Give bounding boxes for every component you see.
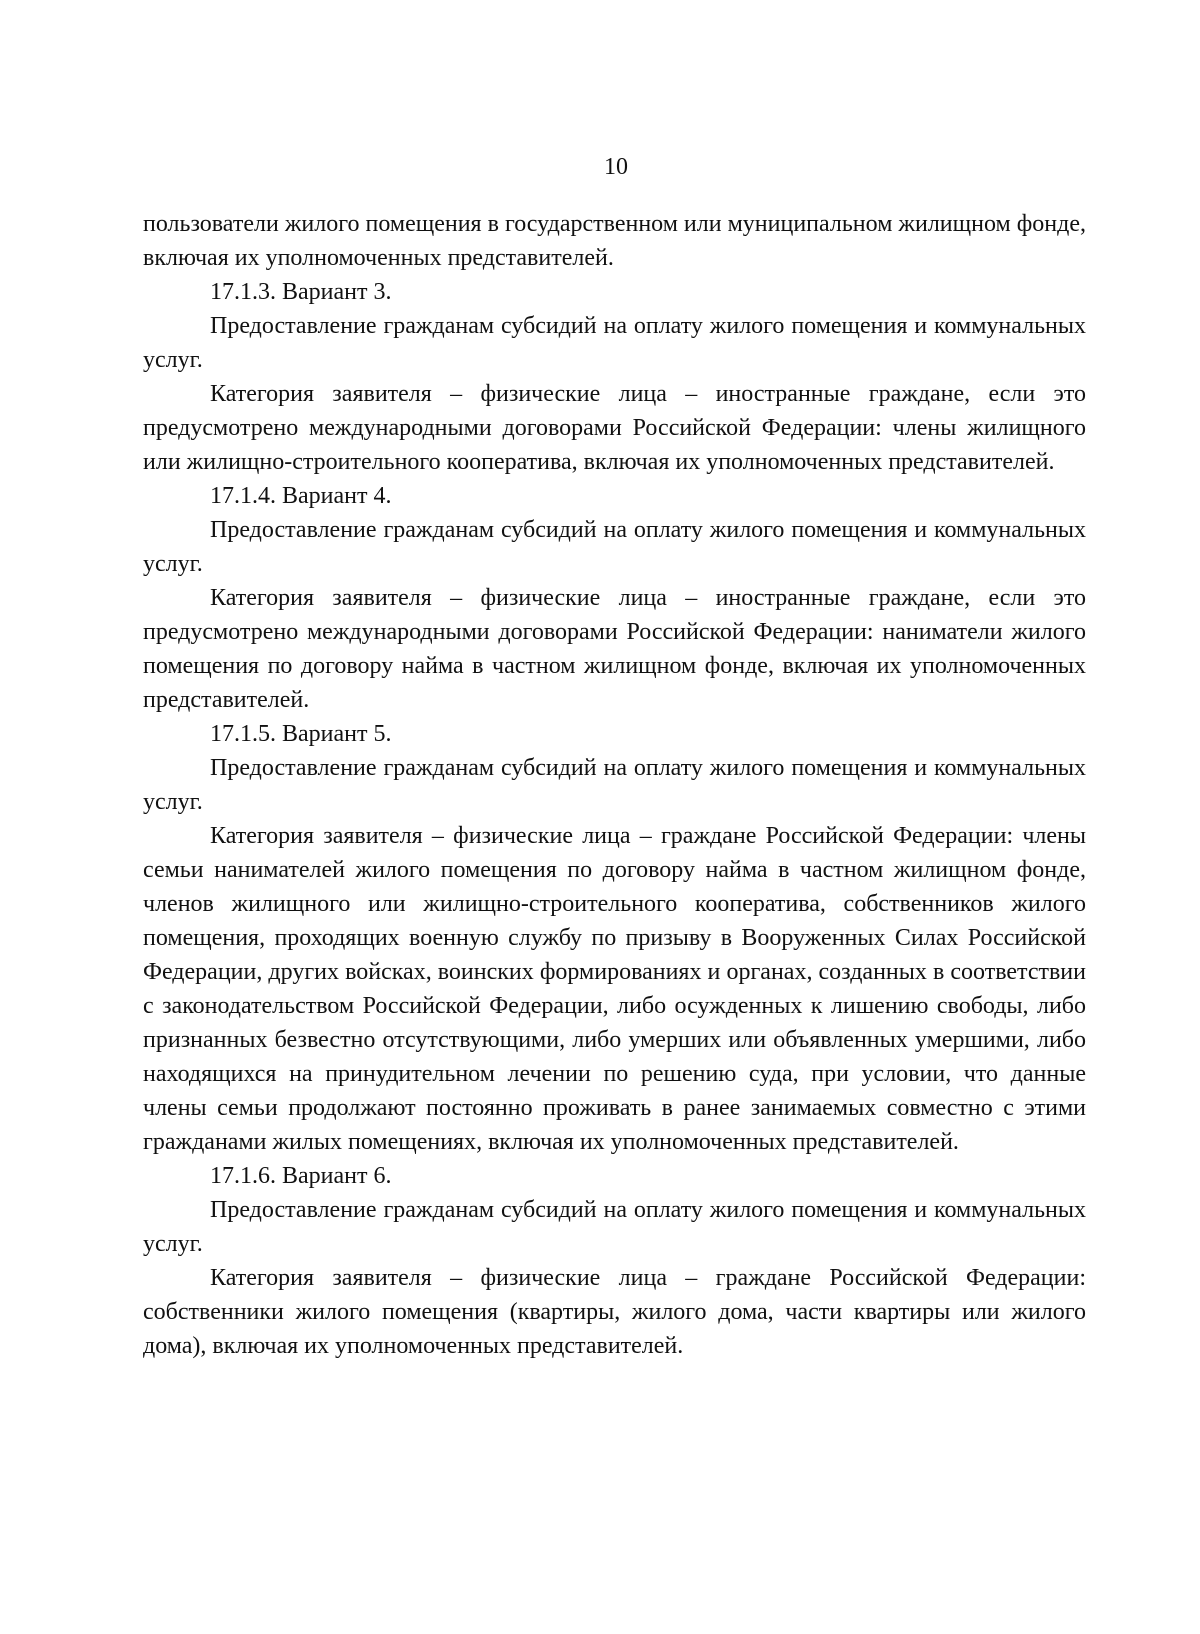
- document-body: [143, 207, 1086, 1363]
- paragraph-applicant-variant-6: Категория заявителя – физические лица – граждане Российской Федерации: собственники жилого помещения (квартиры, жилого дома, части квартиры или жилого дома), включая их уполномоченных представителей.: [143, 1265, 1086, 1359]
- section-heading-variant-4: 17.1.4. Вариант 4.: [210, 483, 392, 509]
- paragraph-service-variant-4: Предоставление гражданам субсидий на оплату жилого помещения и коммунальных услуг.: [143, 517, 1086, 577]
- paragraph-applicant-variant-3: Категория заявителя – физические лица – иностранные граждане, если это предусмотрено международными договорами Российской Федерации: члены жилищного или жилищно-строительного кооператива, включая их уполномоченных представителей.: [143, 381, 1086, 475]
- page-number: 10: [604, 154, 628, 180]
- paragraph-service-variant-5: Предоставление гражданам субсидий на оплату жилого помещения и коммунальных услуг.: [143, 755, 1086, 815]
- paragraph-service-variant-6: Предоставление гражданам субсидий на оплату жилого помещения и коммунальных услуг.: [143, 1197, 1086, 1257]
- paragraph-applicant-variant-4: Категория заявителя – физические лица – иностранные граждане, если это предусмотрено международными договорами Российской Федерации: наниматели жилого помещения по договору найма в частном жилищном фонде, включая их уполномоченных представителей.: [143, 585, 1086, 713]
- section-heading-variant-5: 17.1.5. Вариант 5.: [210, 721, 392, 747]
- paragraph-continuation: пользователи жилого помещения в государственном или муниципальном жилищном фонде, включая их уполномоченных представителей.: [143, 211, 1086, 271]
- paragraph-applicant-variant-5: Категория заявителя – физические лица – граждане Российской Федерации: члены семьи нанимателей жилого помещения по договору найма в частном жилищном фонде, членов жилищного или жилищно-строительного кооператива, собственников жилого помещения, проходящих военную службу по призыву в Вооруженных Силах Российской Федерации, других войсках, воинских формированиях и органах, созданных в соответствии с законодательством Российской Федерации, либо осужденных к лишению свободы, либо признанных безвестно отсутствующими, либо умерших или объявленных умершими, либо находящихся на принудительном лечении по решению суда, при условии, что данные члены семьи продолжают постоянно проживать в ранее занимаемых совместно с этими гражданами жилых помещениях, включая их уполномоченных представителей.: [143, 823, 1086, 1155]
- paragraph-service-variant-3: Предоставление гражданам субсидий на оплату жилого помещения и коммунальных услуг.: [143, 313, 1086, 373]
- section-heading-variant-6: 17.1.6. Вариант 6.: [210, 1163, 392, 1189]
- section-heading-variant-3: 17.1.3. Вариант 3.: [210, 279, 392, 305]
